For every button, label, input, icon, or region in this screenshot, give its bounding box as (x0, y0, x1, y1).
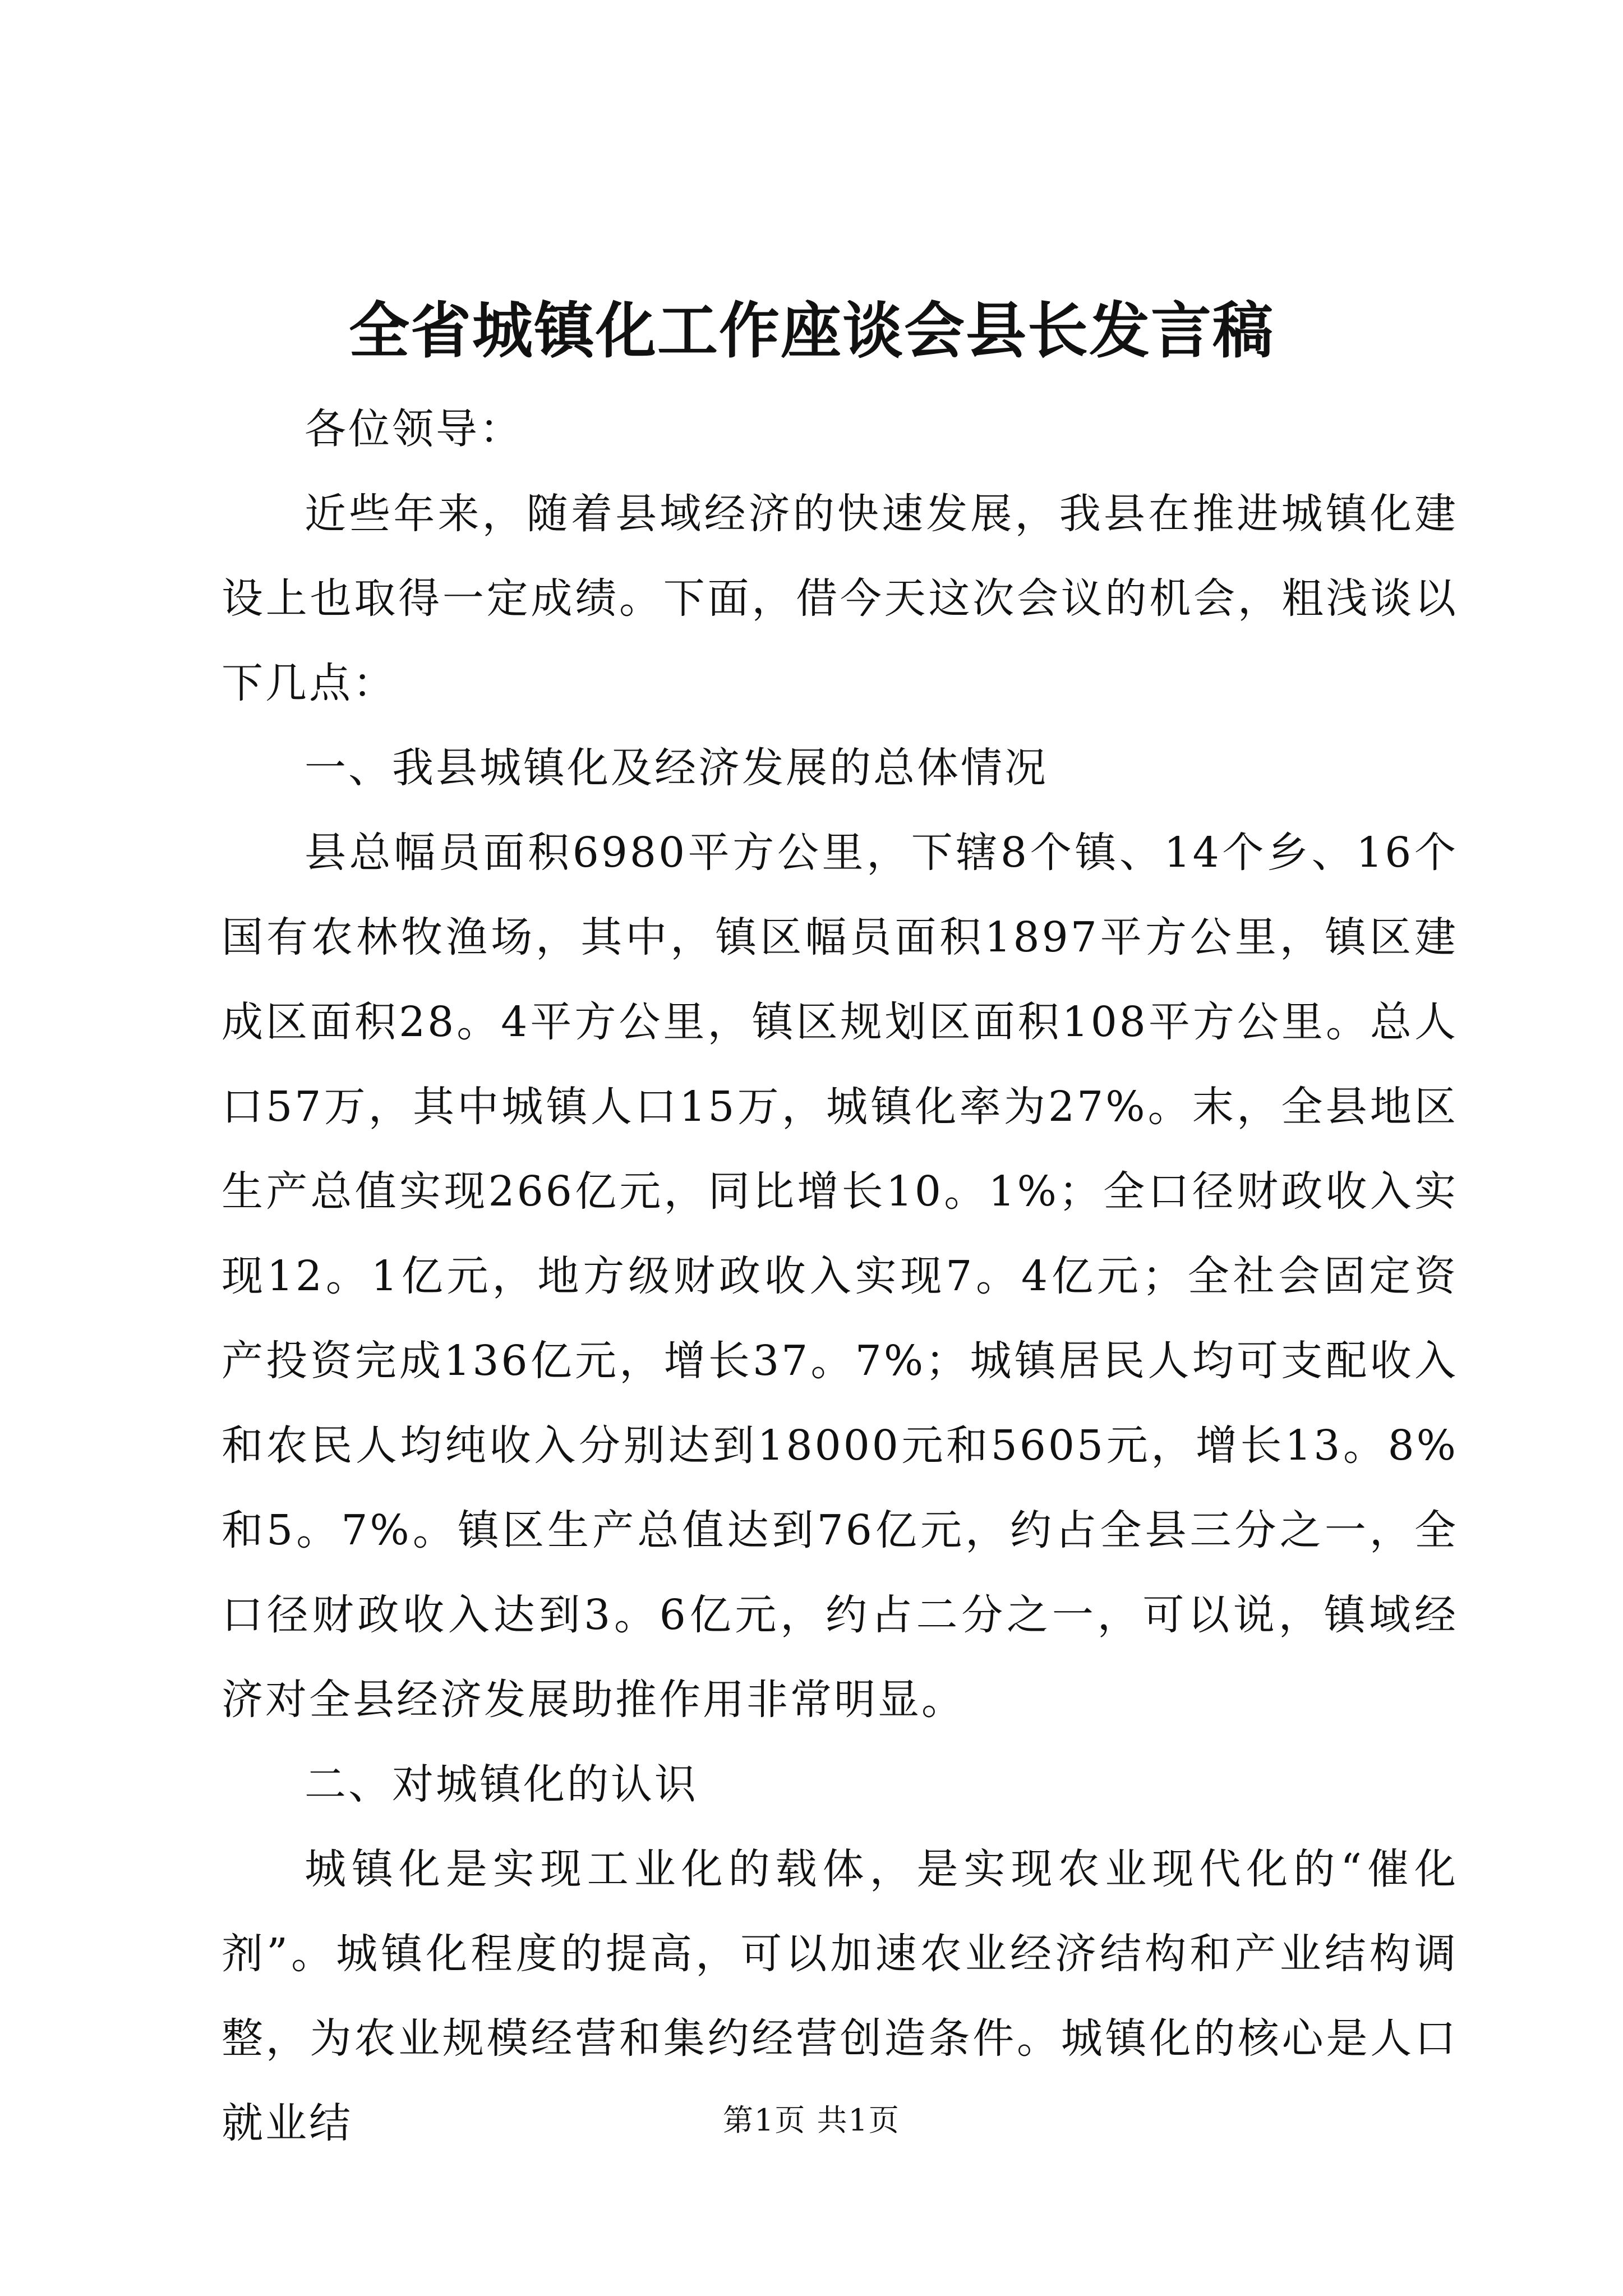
intro-paragraph: 近些年来，随着县域经济的快速发展，我县在推进城镇化建设上也取得一定成绩。下面，借今天这次会议的机会，粗浅谈以下几点： (222, 490, 1458, 707)
section-heading-1: 一、我县城镇化及经济发展的总体情况 (305, 744, 1048, 792)
salutation: 各位领导： (305, 405, 523, 453)
urbanization-paragraph: 城镇化是实现工业化的载体，是实现农业现代化的“催化剂”。城镇化程度的提高，可以加速农业经济结构和产业结构调整，为农业规模经营和集约经营创造条件。城镇化的核心是人口就业结 (222, 1845, 1458, 2147)
document-body (222, 387, 1458, 2166)
document-title: 全省城镇化工作座谈会县长发言稿 (348, 296, 1274, 366)
section-heading-2: 二、对城镇化的认识 (305, 1760, 698, 1809)
statistics-paragraph: 县总幅员面积6980平方公里，下辖8个镇、14个乡、16个国有农林牧渔场，其中，镇区幅员面积1897平方公里，镇区建成区面积28。4平方公里，镇区规划区面积108平方公里。总人口57万，其中城镇人口15万，城镇化率为27%。末，全县地区生产总值实现266亿元，同比增长10。1%；全口径财政收入实现12。1亿元，地方级财政收入实现7。4亿元；全社会固定资产投资完成136亿元，增长37。7%；城镇居民人均可支配收入和农民人均纯收入分别达到18000元和5605元，增长13。8%和5。7%。镇区生产总值达到76亿元，约占全县三分之一，全口径财政收入达到3。6亿元，约占二分之一，可以说，镇域经济对全县经济发展助推作用非常明显。 (222, 829, 1458, 1724)
page-footer: 第1页 共1页 (723, 2102, 900, 2138)
